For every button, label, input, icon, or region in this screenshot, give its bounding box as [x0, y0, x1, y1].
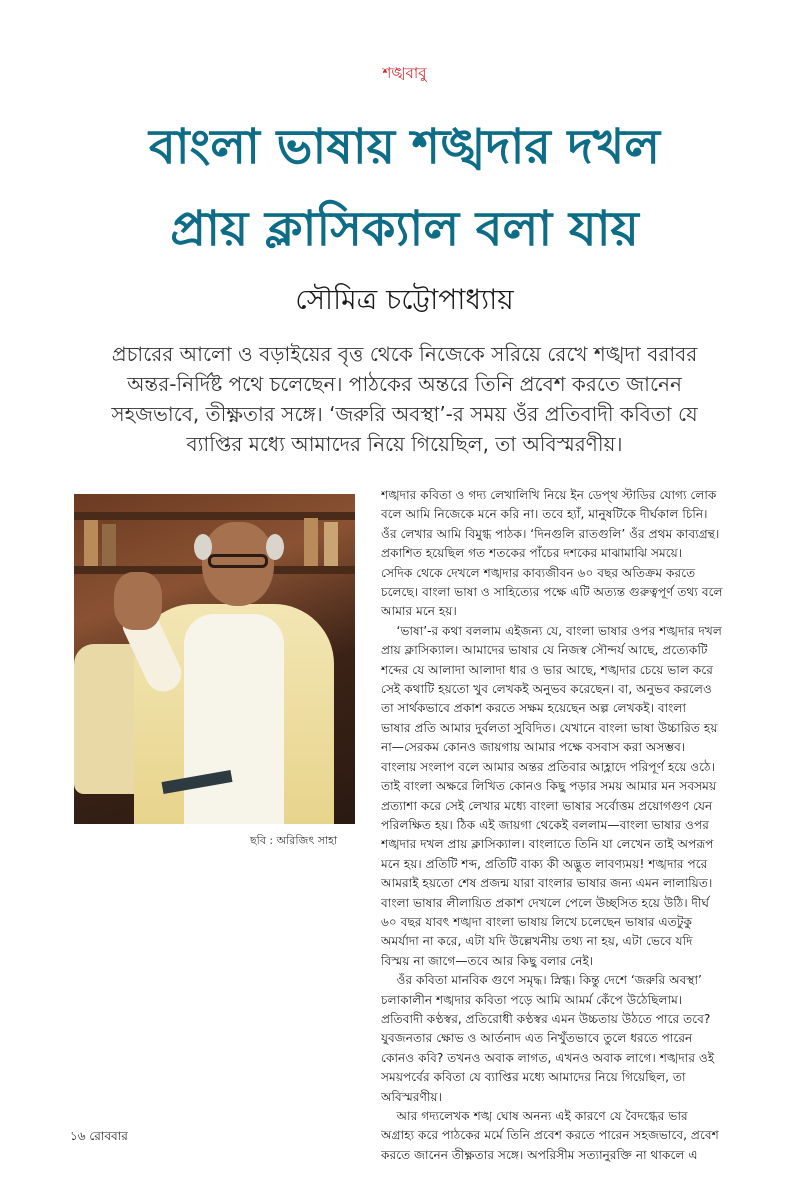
body-line: তাই বাংলা অক্ষরে লিখিত কোনও কিছু পড়ার সময় আমার মন সবসময় [381, 779, 717, 794]
body-line: অগ্রাহ্য করে পাঠকের মর্মে তিনি প্রবেশ করতে পারেন সহজভাবে, প্রবেশ [381, 1128, 719, 1143]
headline-line-2: প্রায় ক্লাসিক্যাল বলা যায় [170, 201, 639, 257]
body-line: ‘ভাষা’-র কথা বললাম এইজন্য যে, বাংলা ভাষার ওপর শঙ্খদার দখল [381, 623, 722, 638]
article-body [381, 486, 793, 1165]
body-line: চলেছে। বাংলা ভাষা ও সাহিত্যের পক্ষে এটি অত্যন্ত গুরুত্বপূর্ণ তথ্য বলে [381, 585, 723, 600]
standfirst-line: প্রচারের আলো ও বড়াইয়ের বৃত্ত থেকে নিজেকে সরিয়ে রেখে শঙ্খদা বরাবর [111, 342, 698, 366]
body-line: বাংলায় সংলাপ বলে আমার অন্তর প্রতিবার আহ্লাদে পরিপূর্ণ হয়ে ওঠে। [381, 759, 716, 774]
body-line: অমর্যাদা না করে, এটা যদি উল্লেখনীয় তথ্য না হয়, এটা ভেবে যদি [381, 934, 693, 949]
body-line: চলাকালীন শঙ্খদার কবিতা পড়ে আমি আমর্ম কেঁপে উঠেছিলাম। [381, 992, 683, 1007]
body-line: মনে হয়। প্রতিটি শব্দ, প্রতিটি বাক্য কী অদ্ভুত লাবণ্যময়! শঙ্খদার পরে [381, 856, 708, 871]
body-line: আর গদ্যলেখক শঙ্খ ঘোষ অনন্য এই কারণে যে বৈদগ্ধের ভার [381, 1109, 688, 1123]
standfirst-line: অন্তর-নির্দিষ্ট পথে চলেছেন। পাঠকের অন্তরে তিনি প্রবেশ করতে জানেন [127, 372, 682, 396]
body-line: না—সেরকম কোনও জায়গায় আমার পক্ষে বসবাস করা অসম্ভব। [381, 740, 686, 755]
author-byline: সৌমিত্র চট্টোপাধ্যায় [295, 283, 514, 316]
body-line: প্রতিবাদী কণ্ঠস্বর, প্রতিরোধী কণ্ঠস্বর এমন উচ্চতায় উঠতে পারে তবে? [381, 1011, 711, 1026]
body-line: শঙ্খদার দখল প্রায় ক্লাসিক্যাল। বাংলাতে তিনি যা লেখেন তাই অপরূপ [381, 837, 714, 852]
body-line: ৬০ বছর যাবৎ শঙ্খদা বাংলা ভাষায় লিখে চলেছেন ভাষার এতটুকু [381, 914, 693, 929]
body-line: ভাষার প্রতি আমার দুর্বলতা সুবিদিত। যেখানে বাংলা ভাষা উচ্চারিত হয় [381, 720, 718, 735]
headline-line-1: বাংলা ভাষায় শঙ্খদার দখল [148, 119, 661, 175]
page-folio: ১৬ রোববার [70, 1129, 128, 1143]
standfirst-line: ব্যাপ্তির মধ্যে আমাদের নিয়ে গিয়েছিল, তা অবিস্মরণীয়। [186, 432, 623, 456]
author-photo [74, 494, 355, 824]
body-line: পরিলক্ষিত হয়। ঠিক এই জায়গা থেকেই বললাম—বাংলা ভাষার ওপর [381, 817, 709, 832]
body-line: প্রত্যাশা করে সেই লেখার মধ্যে বাংলা ভাষার সর্বোত্তম প্রয়োগগুণ যেন [381, 798, 713, 813]
photo-credit: ছবি : অরিজিৎ সাহা [250, 834, 338, 847]
body-line: ওঁর কবিতা মানবিক গুণে সমৃদ্ধ। স্নিগ্ধ। কিন্তু দেশে ‘জরুরি অবস্থা’ [381, 973, 702, 988]
headline [40, 106, 769, 270]
section-kicker: শঙ্খবাবু [382, 64, 427, 82]
body-line: কোনও কবি? তখনও অবাক লাগত, এখনও অবাক লাগে। শঙ্খদার ওই [381, 1050, 715, 1065]
standfirst-line: সহজভাবে, তীক্ষ্ণতার সঙ্গে। ‘জরুরি অবস্থা’-র সময় ওঁর প্রতিবাদী কবিতা যে [111, 402, 698, 426]
body-line: প্রকাশিত হয়েছিল গত শতকের পাঁচের দশকের মাঝামাঝি সময়ে। [381, 546, 683, 561]
body-line: অবিস্মরণীয়। [381, 1089, 442, 1104]
body-line: প্রায় ক্লাসিক্যাল। আমাদের ভাষার যে নিজস্ব সৌন্দর্য আছে, প্রত্যেকটি [381, 643, 708, 658]
body-line: আমার মনে হয়। [381, 604, 457, 619]
body-line: তা সার্থকভাবে প্রকাশ করতে সক্ষম হয়েছেন অল্প লেখকই। বাংলা [381, 701, 687, 716]
standfirst [50, 339, 759, 459]
body-line: সেই কথাটি হয়তো খুব লেখকই অনুভব করেছেন। বা, অনুভব করলেও [381, 682, 712, 697]
body-line: শঙ্খদার কবিতা ও গদ্য লেখালিখি নিয়ে ইন ডেপ্থ স্টাডির যোগ্য লোক [381, 488, 717, 502]
body-line: বলে আমি নিজেকে মনে করি না। তবে হ্যাঁ, মানুষটিকে দীর্ঘকাল চিনি। [381, 507, 708, 522]
body-line: যুবজনতার ক্ষোভ ও আর্তনাদ এত নিখুঁতভাবে তুলে ধরতে পারেন [381, 1031, 693, 1046]
body-line: সময়পর্বের কবিতা যে ব্যাপ্তির মধ্যে আমাদের নিয়ে গিয়েছিল, তা [381, 1070, 686, 1085]
body-line: বিস্ময় না জাগে—তবে আর কিছু বলার নেই। [381, 953, 594, 968]
body-line: শব্দের যে আলাদা আলাদা ধার ও ভার আছে, শঙ্খদার চেয়ে ভাল করে [381, 662, 713, 677]
body-line: সেদিক থেকে দেখলে শঙ্খদার কাব্যজীবন ৬০ বছর অতিক্রম করতে [381, 565, 696, 580]
body-line: ওঁর লেখার আমি বিমুগ্ধ পাঠক। ‘দিনগুলি রাতগুলি’ ওঁর প্রথম কাব্যগ্রন্থ। [381, 526, 720, 541]
body-line: আমরাই হয়তো শেষ প্রজন্ম যারা বাংলার ভাষার জন্য এমন লালায়িত। [381, 876, 713, 891]
body-line: করতে জানেন তীক্ষ্ণতার সঙ্গে। অপরিসীম সত্যানুরক্তি না থাকলে এ [381, 1147, 698, 1162]
body-line: বাংলা ভাষার লীলায়িত প্রকাশ দেখলে পেলে উচ্ছসিত হয়ে উঠি। দীর্ঘ [381, 895, 709, 910]
